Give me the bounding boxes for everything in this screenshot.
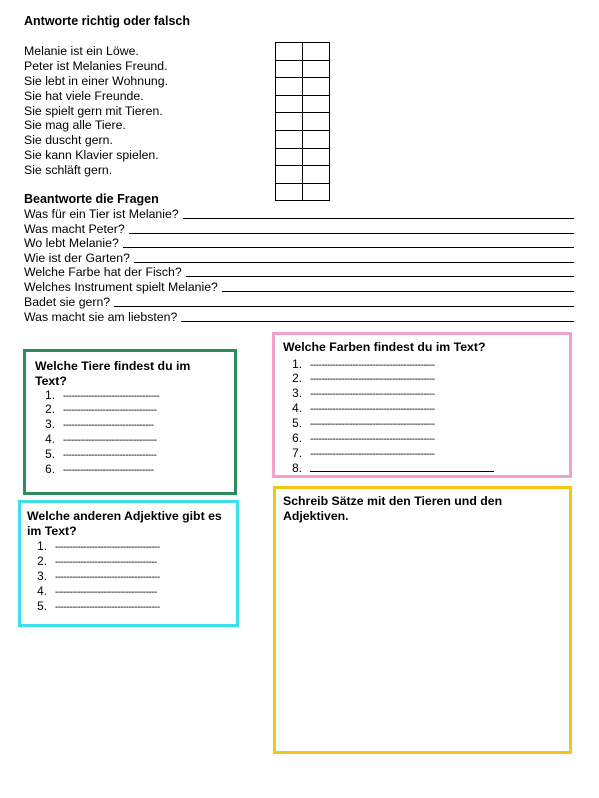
grid-row xyxy=(276,130,330,148)
question-row-6[interactable] xyxy=(24,280,574,294)
adjectives-box-title: Welche anderen Adjektive gibt es im Text? xyxy=(27,509,222,538)
answer-line[interactable] xyxy=(114,295,574,307)
colors-box xyxy=(272,332,572,478)
answer-line[interactable] xyxy=(222,280,574,292)
list-item[interactable]: 5. ------------------------------------- xyxy=(37,599,160,613)
answer-line[interactable] xyxy=(134,251,574,263)
statement-4: Sie hat viele Freunde. xyxy=(24,89,144,103)
statement-7: Sie duscht gern. xyxy=(24,133,113,147)
grid-row xyxy=(276,95,330,113)
question-text: Badet sie gern? xyxy=(24,295,111,309)
adjectives-box xyxy=(18,500,239,627)
grid-cell-false[interactable] xyxy=(303,78,330,96)
list-item[interactable]: 3. ------------------------------------- xyxy=(37,569,160,583)
question-row-1[interactable] xyxy=(24,207,574,221)
list-item[interactable]: 3. -------------------------------- xyxy=(45,417,154,431)
animals-box-title: Welche Tiere findest du im Text? xyxy=(35,359,191,388)
list-item[interactable]: 6. -------------------------------- xyxy=(45,462,154,476)
question-row-2[interactable] xyxy=(24,222,574,236)
list-item[interactable]: 5. -------------------------------------------- xyxy=(292,416,435,430)
answer-line[interactable] xyxy=(186,265,574,277)
grid-cell-true[interactable] xyxy=(276,183,303,201)
question-row-4[interactable] xyxy=(24,251,574,265)
answer-line[interactable] xyxy=(183,207,574,219)
question-text: Was macht Peter? xyxy=(24,222,125,236)
answer-line[interactable] xyxy=(129,222,574,234)
animals-box xyxy=(23,349,237,495)
list-item[interactable]: 7. -------------------------------------------- xyxy=(292,446,435,460)
grid-row xyxy=(276,60,330,78)
statement-6: Sie mag alle Tiere. xyxy=(24,118,126,132)
grid-cell-true[interactable] xyxy=(276,60,303,78)
colors-box-title: Welche Farben findest du im Text? xyxy=(283,340,486,354)
question-text: Wie ist der Garten? xyxy=(24,251,130,265)
question-text: Welches Instrument spielt Melanie? xyxy=(24,280,218,294)
question-text: Welche Farbe hat der Fisch? xyxy=(24,265,182,279)
grid-cell-true[interactable] xyxy=(276,130,303,148)
list-item[interactable]: 3. -------------------------------------------- xyxy=(292,386,435,400)
answer-line[interactable] xyxy=(310,460,494,472)
sentences-box[interactable] xyxy=(273,486,572,754)
grid-row xyxy=(276,166,330,184)
list-item[interactable]: 6. -------------------------------------------- xyxy=(292,431,435,445)
question-row-5[interactable] xyxy=(24,265,574,279)
question-row-3[interactable] xyxy=(24,236,574,250)
grid-row xyxy=(276,183,330,201)
grid-cell-false[interactable] xyxy=(303,183,330,201)
answer-line[interactable] xyxy=(181,310,574,322)
grid-cell-false[interactable] xyxy=(303,148,330,166)
list-item[interactable]: 4. --------------------------------- xyxy=(45,432,157,446)
true-false-grid xyxy=(275,42,330,201)
sentences-box-title: Schreib Sätze mit den Tieren und den Adjektiven. xyxy=(283,494,503,523)
list-item[interactable]: 1. ---------------------------------- xyxy=(45,388,160,402)
list-item[interactable]: 2. --------------------------------- xyxy=(45,402,157,416)
grid-cell-true[interactable] xyxy=(276,43,303,61)
list-item[interactable]: 1. -------------------------------------------- xyxy=(292,357,435,371)
question-text: Was macht sie am liebsten? xyxy=(24,310,178,324)
grid-row xyxy=(276,148,330,166)
question-text: Was für ein Tier ist Melanie? xyxy=(24,207,179,221)
grid-cell-false[interactable] xyxy=(303,43,330,61)
grid-row xyxy=(276,78,330,96)
grid-cell-true[interactable] xyxy=(276,148,303,166)
statement-2: Peter ist Melanies Freund. xyxy=(24,59,168,73)
statement-8: Sie kann Klavier spielen. xyxy=(24,148,159,162)
grid-row xyxy=(276,43,330,61)
list-item[interactable]: 4. ------------------------------------ xyxy=(37,584,157,598)
true-false-heading: Antworte richtig oder falsch xyxy=(24,14,190,28)
list-item[interactable]: 5. --------------------------------- xyxy=(45,447,157,461)
list-item[interactable]: 2. ------------------------------------ xyxy=(37,554,157,568)
grid-cell-true[interactable] xyxy=(276,95,303,113)
grid-cell-false[interactable] xyxy=(303,60,330,78)
grid-cell-false[interactable] xyxy=(303,95,330,113)
grid-cell-false[interactable] xyxy=(303,166,330,184)
grid-cell-true[interactable] xyxy=(276,166,303,184)
grid-row xyxy=(276,113,330,131)
answer-line[interactable] xyxy=(123,236,574,248)
statement-9: Sie schläft gern. xyxy=(24,163,113,177)
grid-cell-false[interactable] xyxy=(303,113,330,131)
statement-3: Sie lebt in einer Wohnung. xyxy=(24,74,169,88)
statement-1: Melanie ist ein Löwe. xyxy=(24,44,139,58)
grid-cell-true[interactable] xyxy=(276,113,303,131)
grid-cell-true[interactable] xyxy=(276,78,303,96)
question-text: Wo lebt Melanie? xyxy=(24,236,119,250)
statement-5: Sie spielt gern mit Tieren. xyxy=(24,104,163,118)
questions-heading: Beantworte die Fragen xyxy=(24,192,159,206)
question-row-8[interactable] xyxy=(24,310,574,324)
grid-cell-false[interactable] xyxy=(303,130,330,148)
list-item[interactable]: 4. -------------------------------------------- xyxy=(292,401,435,415)
list-item[interactable]: 2. -------------------------------------------- xyxy=(292,371,435,385)
list-item[interactable]: 1. ------------------------------------- xyxy=(37,539,160,553)
question-row-7[interactable] xyxy=(24,295,574,309)
list-item[interactable]: 8. xyxy=(286,460,494,475)
